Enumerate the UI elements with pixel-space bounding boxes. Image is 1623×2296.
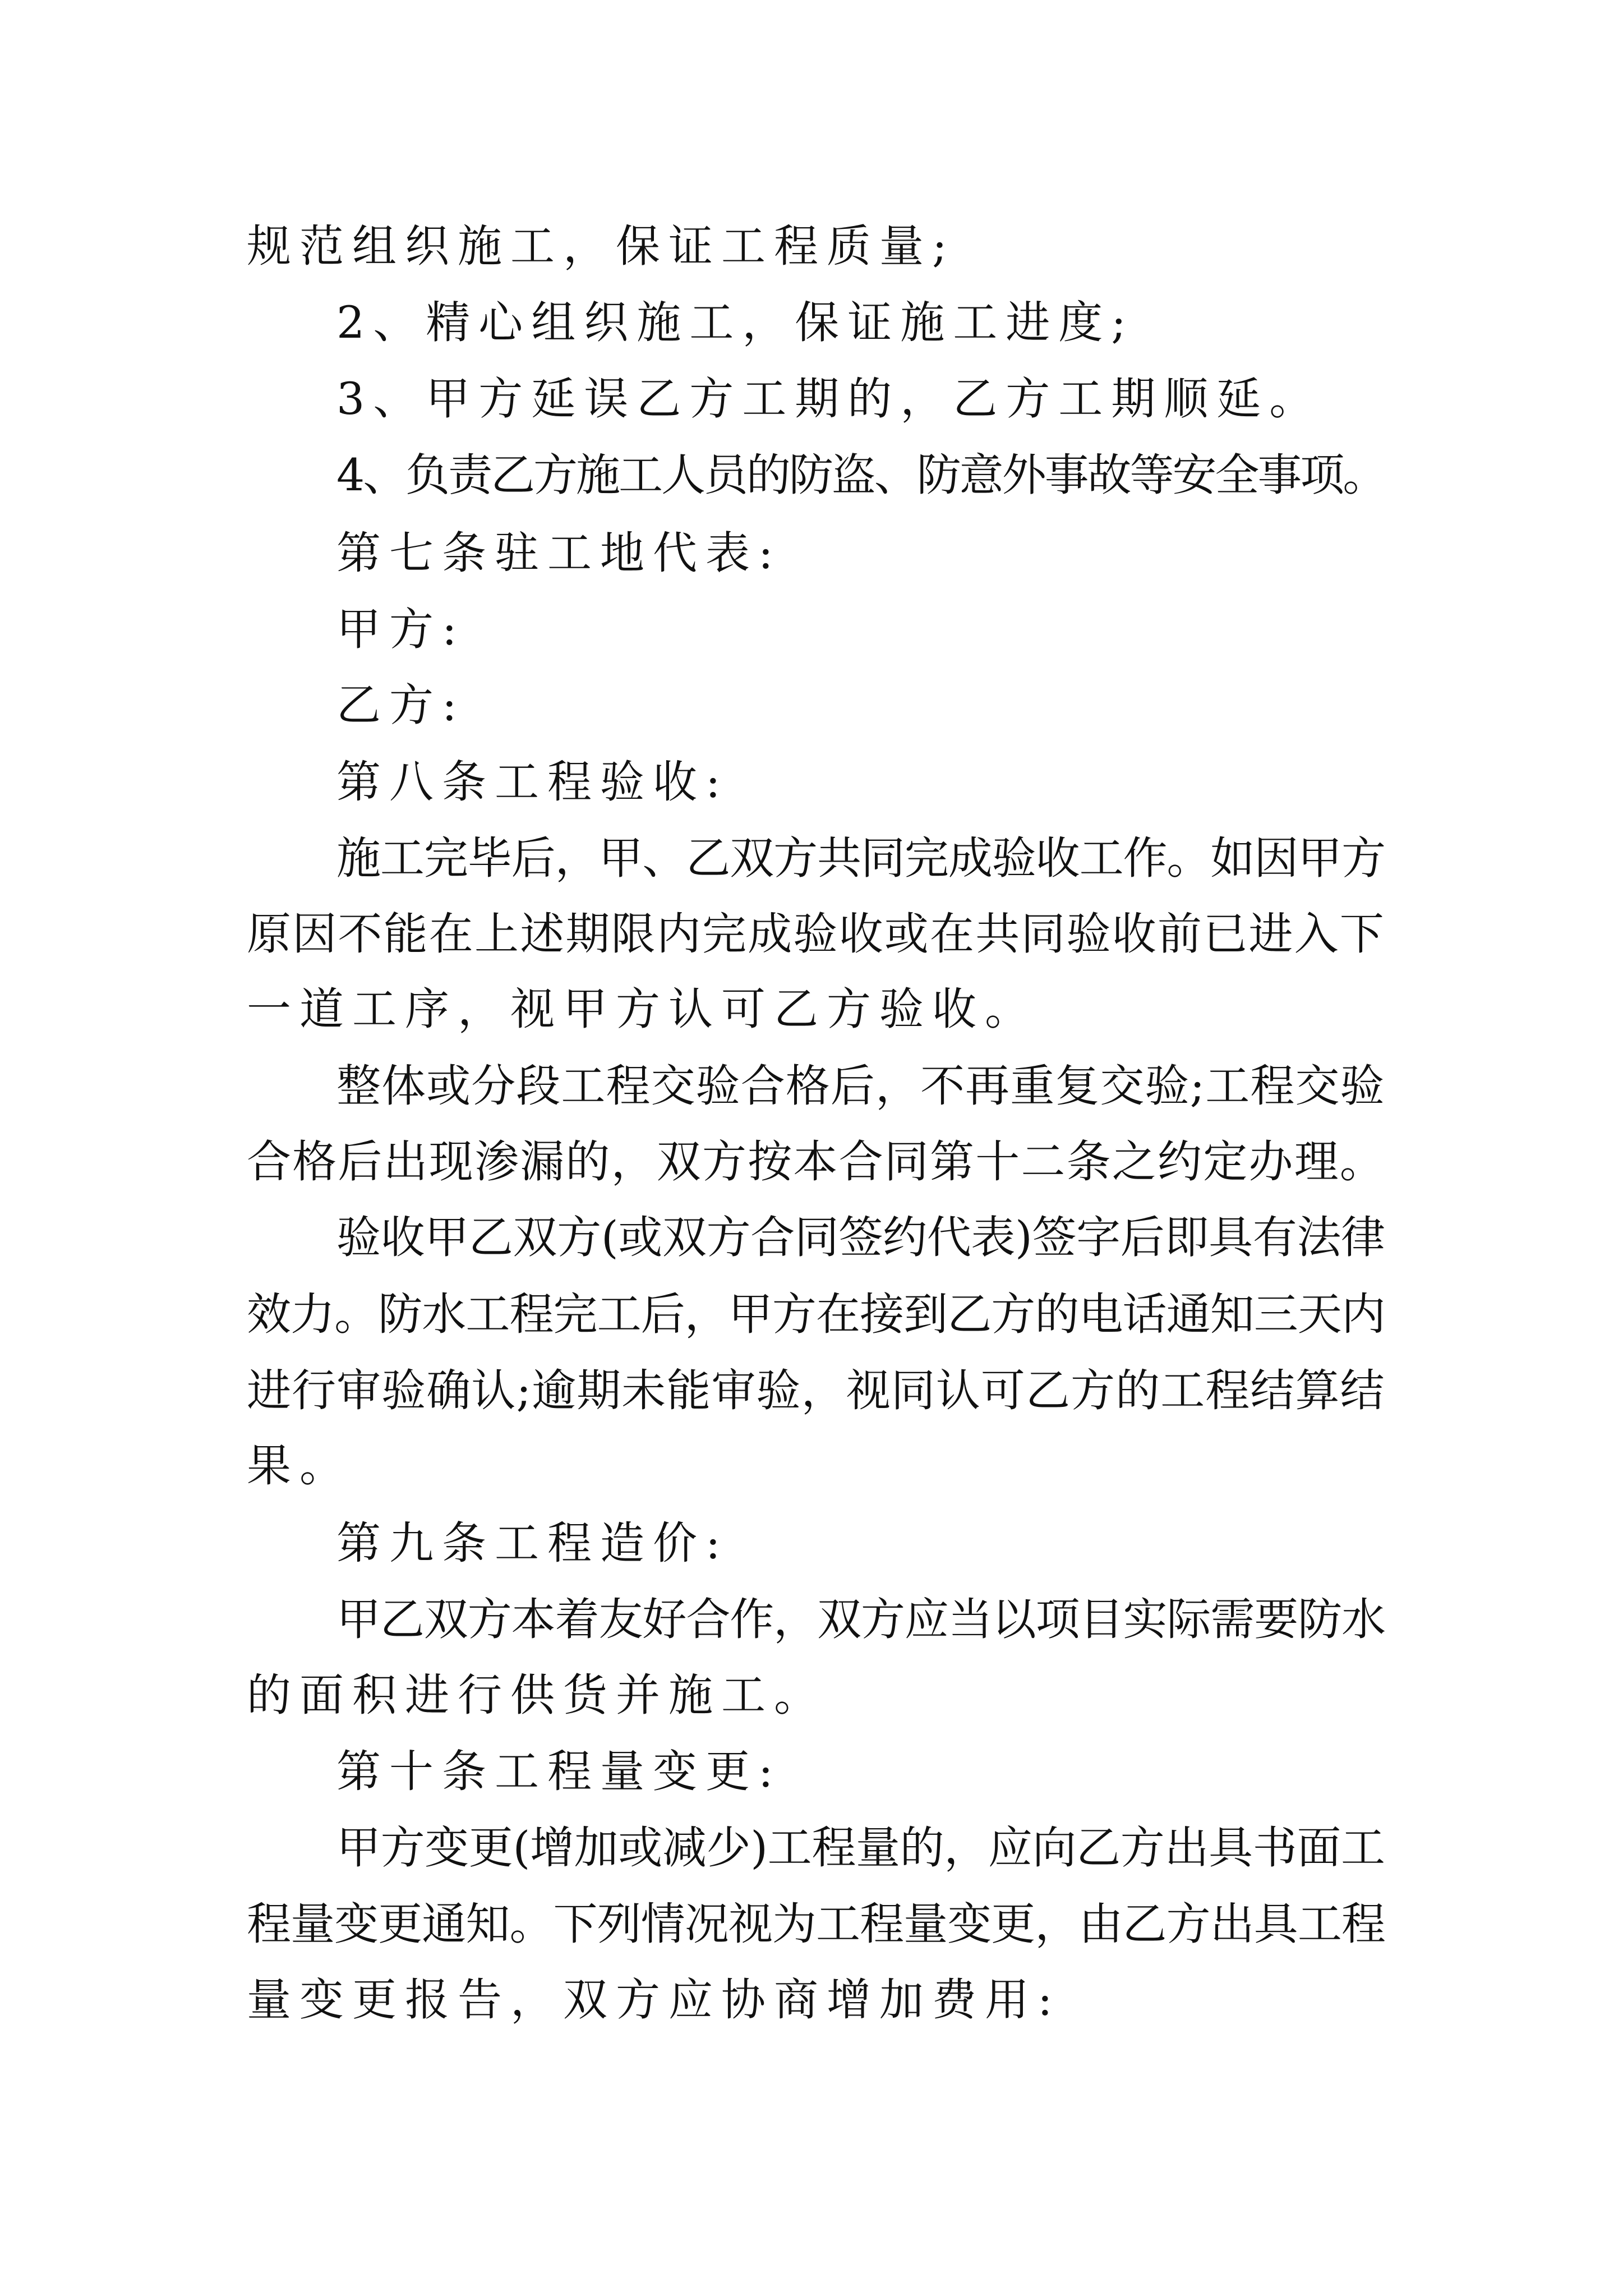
section-heading: 第七条驻工地代表: [336,527,782,579]
text-line: 甲方: [336,604,465,655]
text-line: 乙方: [336,679,465,731]
text-line: 进行审验确认;逾期未能审验，视同认可乙方的工程结算结 [247,1365,1385,1416]
text-line: 规范组织施工，保证工程质量; [247,220,956,272]
text-line: 施工完毕后，甲、乙双方共同完成验收工作。如因甲方 [336,832,1386,884]
text-line: 4、负责乙方施工人员的防盗、防意外事故等安全事项。 [336,449,1386,501]
text-line: 整体或分段工程交验合格后，不再重复交验;工程交验 [336,1060,1385,1112]
text-line: 合格后出现渗漏的，双方按本合同第十二条之约定办理。 [247,1136,1385,1188]
section-heading: 第十条工程量变更: [336,1746,782,1797]
section-heading: 第八条工程验收: [336,756,729,808]
section-heading: 第九条工程造价: [336,1517,729,1569]
text-line: 的面积进行供货并施工。 [247,1669,827,1721]
text-line: 甲乙双方本着友好合作，双方应当以项目实际需要防水 [336,1594,1386,1645]
text-line: 2、精心组织施工，保证施工进度; [336,297,1135,348]
text-line: 量变更报告，双方应协商增加费用: [247,1974,1061,2026]
text-line: 果。 [247,1440,352,1492]
text-line: 程量变更通知。下列情况视为工程量变更，由乙方出具工程 [247,1898,1386,1950]
text-line: 甲方变更(增加或减少)工程量的，应向乙方出具书面工 [336,1822,1385,1874]
text-line: 验收甲乙双方(或双方合同签约代表)签字后即具有法律 [336,1212,1385,1263]
text-line: 效力。防水工程完工后，甲方在接到乙方的电话通知三天内 [247,1289,1386,1340]
text-line: 一道工序，视甲方认可乙方验收。 [247,983,1038,1035]
text-line: 原因不能在上述期限内完成验收或在共同验收前已进入下 [247,908,1385,960]
text-line: 3、甲方延误乙方工期的，乙方工期顺延。 [336,373,1322,425]
